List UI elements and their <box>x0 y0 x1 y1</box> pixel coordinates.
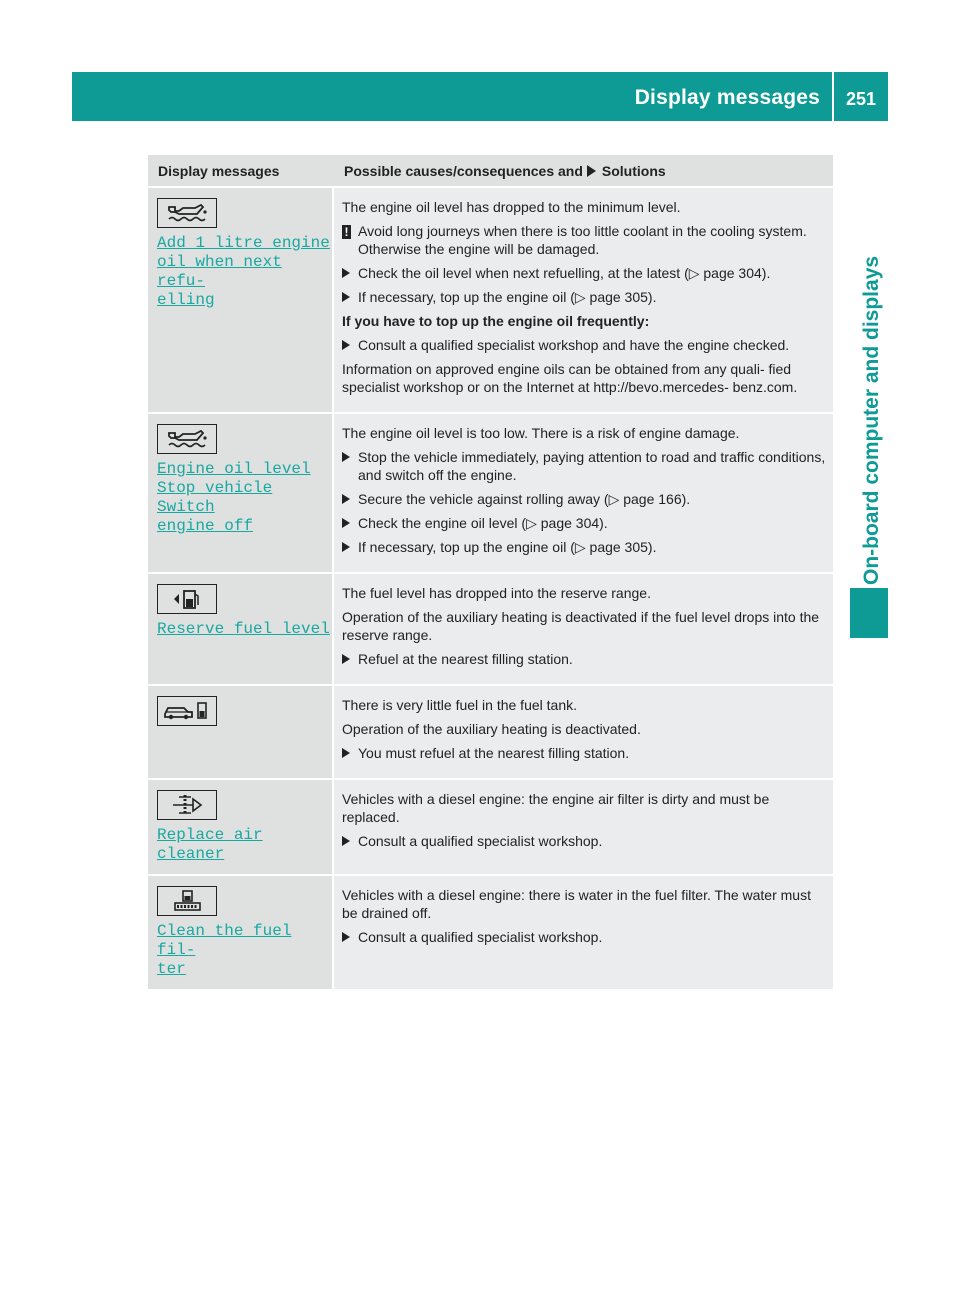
subheading: If you have to top up the engine oil frequently: <box>342 313 650 329</box>
item-text: Consult a qualified specialist workshop. <box>358 833 603 849</box>
instruction-item <box>342 490 827 508</box>
arrow-icon <box>587 165 596 177</box>
item-text: Avoid long journeys when there is too little coolant in the cooling system. Otherwise the engine will be damaged. <box>358 223 807 257</box>
arrow-icon <box>342 650 358 668</box>
table-row <box>148 780 833 876</box>
paragraph: The fuel level has dropped into the reserve range. <box>342 585 651 601</box>
item-text: Consult a qualified specialist workshop. <box>358 929 603 945</box>
instruction-item <box>342 336 827 354</box>
warning-note <box>342 222 827 258</box>
instruction-item <box>342 264 827 282</box>
item-text: You must refuel at the nearest filling station. <box>358 745 630 761</box>
display-message-text: Replace air cleaner <box>157 826 263 863</box>
item-text: If necessary, top up the engine oil (▷ page 305). <box>358 539 657 555</box>
page-number: 251 <box>845 89 876 109</box>
arrow-icon <box>342 744 358 762</box>
arrow-icon <box>342 448 358 484</box>
fuel-filter-icon <box>157 886 217 916</box>
display-message-text: ter <box>157 960 186 978</box>
causes-cell <box>334 414 833 572</box>
oil-can-icon <box>157 424 217 454</box>
causes-cell <box>334 876 833 989</box>
chapter-marker <box>850 588 888 638</box>
paragraph: Operation of the auxiliary heating is deactivated. <box>342 721 641 737</box>
page-header <box>72 72 888 121</box>
oil-can-icon <box>157 198 217 228</box>
table-row <box>148 188 833 414</box>
instruction-item <box>342 832 827 850</box>
causes-cell <box>334 188 833 412</box>
arrow-icon <box>342 514 358 532</box>
arrow-icon <box>342 928 358 946</box>
instruction-item <box>342 538 827 556</box>
arrow-icon <box>342 336 358 354</box>
paragraph: Information on approved engine oils can be obtained from any quali‐ fied specialist workshop or on the Internet at http://bevo.mercedes‐ benz.com. <box>342 361 798 395</box>
item-text: Check the engine oil level (▷ page 304). <box>358 515 608 531</box>
warning-icon: ! <box>342 222 358 258</box>
instruction-item <box>342 650 827 668</box>
item-text: Secure the vehicle against rolling away (▷ page 166). <box>358 491 691 507</box>
arrow-icon <box>342 832 358 850</box>
arrow-icon <box>342 538 358 556</box>
message-cell <box>148 876 334 989</box>
message-cell <box>148 188 334 412</box>
display-message-text: elling <box>157 291 215 309</box>
message-cell <box>148 686 334 778</box>
item-text: Consult a qualified specialist workshop and have the engine checked. <box>358 337 790 353</box>
table-header <box>148 155 833 188</box>
fuel-pump-icon <box>157 584 217 614</box>
col-header-messages: Display messages <box>158 162 280 179</box>
col-header-solutions-text: Solutions <box>601 162 666 179</box>
chapter-title: On-board computer and displays <box>860 255 883 585</box>
display-message-text: Stop vehicle Switch <box>157 479 273 516</box>
instruction-item <box>342 288 827 306</box>
causes-cell <box>334 574 833 684</box>
message-cell <box>148 574 334 684</box>
header-divider <box>832 72 834 121</box>
display-message-text: engine off <box>157 517 254 535</box>
display-message-text: Add 1 litre engine <box>157 234 330 252</box>
table-row <box>148 414 833 574</box>
chapter-side-tab <box>850 135 888 585</box>
air-filter-icon <box>157 790 217 820</box>
item-text: Refuel at the nearest filling station. <box>358 651 573 667</box>
message-cell <box>148 414 334 572</box>
paragraph: Vehicles with a diesel engine: the engine air filter is dirty and must be replaced. <box>342 791 770 825</box>
display-message-text: Clean the fuel fil‐ <box>157 922 292 959</box>
table-row <box>148 686 833 780</box>
instruction-item <box>342 514 827 532</box>
instruction-item <box>342 744 827 762</box>
arrow-icon <box>342 288 358 306</box>
col-header-causes-text: Possible causes/consequences and <box>344 162 583 179</box>
paragraph: Operation of the auxiliary heating is deactivated if the fuel level drops into the reserve range. <box>342 609 820 643</box>
display-message-text: oil when next refu‐ <box>157 253 282 290</box>
paragraph: Vehicles with a diesel engine: there is water in the fuel filter. The water must be drained off. <box>342 887 811 921</box>
paragraph: The engine oil level has dropped to the minimum level. <box>342 199 681 215</box>
display-message-text: Engine oil level <box>157 460 311 478</box>
item-text: If necessary, top up the engine oil (▷ page 305). <box>358 289 657 305</box>
instruction-item <box>342 448 827 484</box>
paragraph: There is very little fuel in the fuel tank. <box>342 697 577 713</box>
message-cell <box>148 780 334 874</box>
paragraph: The engine oil level is too low. There is a risk of engine damage. <box>342 425 740 441</box>
car-fuel-icon <box>157 696 217 726</box>
item-text: Check the oil level when next refuelling, at the latest (▷ page 304). <box>358 265 771 281</box>
display-messages-table <box>148 155 833 991</box>
causes-cell <box>334 686 833 778</box>
section-title: Display messages <box>634 86 820 109</box>
table-row <box>148 876 833 991</box>
arrow-icon <box>342 490 358 508</box>
table-row <box>148 574 833 686</box>
causes-cell <box>334 780 833 874</box>
col-header-causes <box>344 163 666 179</box>
arrow-icon <box>342 264 358 282</box>
instruction-item <box>342 928 827 946</box>
display-message-text: Reserve fuel level <box>157 620 330 638</box>
item-text: Stop the vehicle immediately, paying attention to road and traffic conditions, and switch off the engine. <box>358 449 826 483</box>
